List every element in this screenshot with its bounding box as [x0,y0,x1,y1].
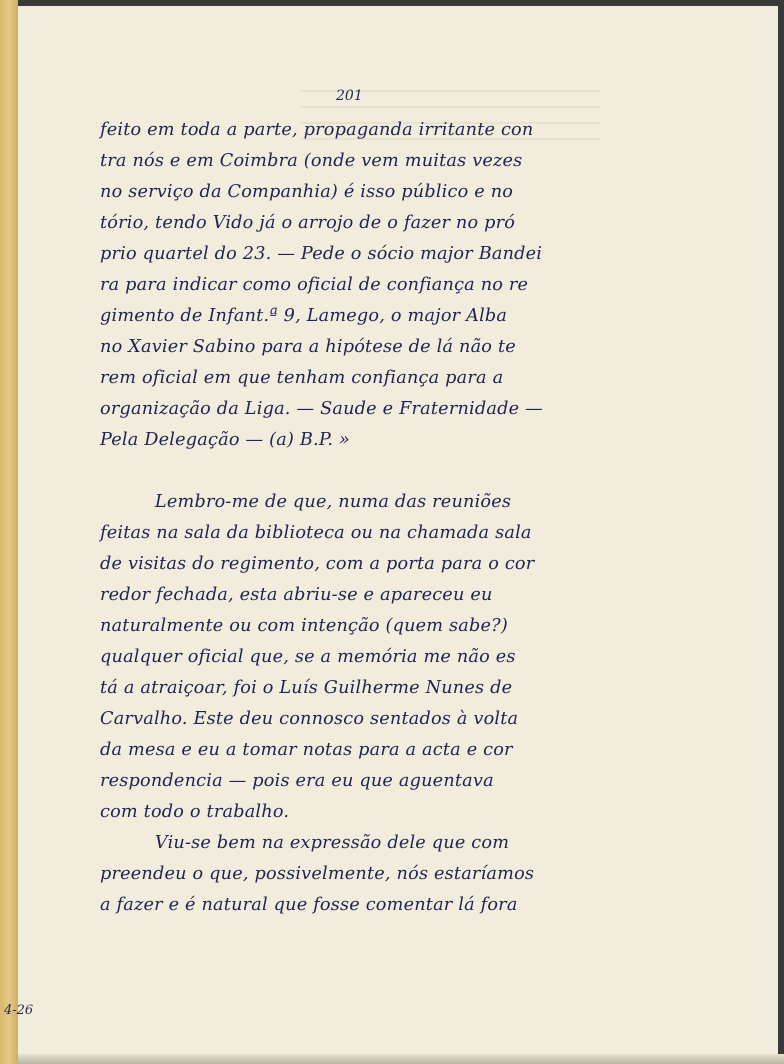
text-line: com todo o trabalho. [100,801,290,822]
text-line: preendeu o que, possivelmente, nós estaríamos [100,863,535,884]
paragraph-2 [100,486,620,827]
text-line: tra nós e em Coimbra (onde vem muitas vezes [100,150,523,171]
scan-border-right [778,0,784,1064]
text-line: Viu-se bem na expressão dele que com [154,832,510,853]
text-line: a fazer e é natural que fosse comentar lá fora [100,894,518,915]
text-line: gimento de Infant.ª 9, Lamego, o major Alba [100,305,508,326]
text-line: rem oficial em que tenham confiança para a [100,367,504,388]
text-line: tório, tendo Vido já o arrojo de o fazer no pró [100,212,516,233]
manuscript-body [100,114,620,920]
page-bottom-edge [18,1054,784,1064]
text-line: de visitas do regimento, com a porta para o cor [100,553,535,574]
text-line: organização da Liga. — Saude e Fraternidade — [100,398,543,419]
margin-reference: 4-26 [4,1003,34,1018]
paragraph-3 [100,827,620,920]
text-line: ra para indicar como oficial de confiança no re [100,274,529,295]
text-line: Pela Delegação — (a) B.P. » [100,429,350,450]
text-line: respondencia — pois era eu que aguentava [100,770,494,791]
binding-spine [0,0,18,1064]
scan-border-top [18,0,784,6]
text-line: tá a atraiçoar, foi o Luís Guilherme Nunes de [100,677,513,698]
text-line: feitas na sala da biblioteca ou na chamada sala [100,522,532,543]
text-line: no Xavier Sabino para a hipótese de lá não te [100,336,516,357]
text-line: da mesa e eu a tomar notas para a acta e cor [100,739,513,760]
paragraph-gap [100,455,620,486]
text-line: no serviço da Companhia) é isso público e no [100,181,514,202]
text-line: prio quartel do 23. — Pede o sócio major Bandei [100,243,543,264]
text-line: feito em toda a parte, propaganda irritante con [100,119,534,140]
text-line: Lembro-me de que, numa das reuniões [154,491,512,512]
page-number: 201 [336,88,363,104]
text-line: redor fechada, esta abriu-se e apareceu eu [100,584,493,605]
text-line: Carvalho. Este deu connosco sentados à volta [100,708,519,729]
text-line: naturalmente ou com intenção (quem sabe?) [100,615,508,636]
text-line: qualquer oficial que, se a memória me não es [100,646,516,667]
paragraph-1 [100,114,620,455]
